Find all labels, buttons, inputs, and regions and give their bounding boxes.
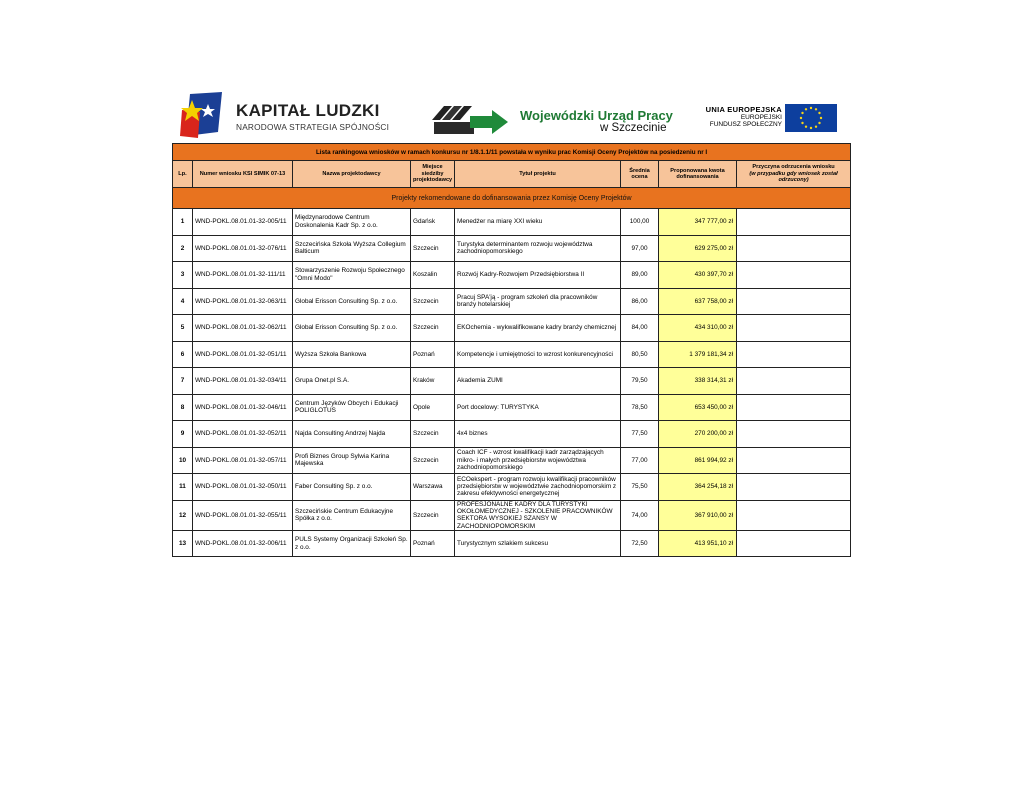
cell-amount: 434 310,00 zł xyxy=(659,315,737,342)
cell-reason xyxy=(737,530,851,557)
cell-project: PROFESJONALNE KADRY DLA TURYSTYKI OKOŁOMEDYCZNEJ - SZKOLENIE PRACOWNIKÓW SEKTORA WYSOKIEJ SZANSY W ZACHODNIOPOMORSKIM xyxy=(455,500,621,530)
column-header-seat: Miejsce siedziby projektodawcy xyxy=(411,161,455,188)
cell-number: WND-POKL.08.01.01-32-005/11 xyxy=(193,209,293,236)
cell-reason xyxy=(737,235,851,262)
cell-lp: 12 xyxy=(173,500,193,530)
cell-seat: Szczecin xyxy=(411,447,455,474)
cell-score: 100,00 xyxy=(621,209,659,236)
section-title: Projekty rekomendowane do dofinansowania przez Komisję Oceny Projektów xyxy=(173,188,851,209)
cell-applicant: Faber Consulting Sp. z o.o. xyxy=(293,474,411,501)
column-header-reason xyxy=(737,161,851,188)
cell-seat: Warszawa xyxy=(411,474,455,501)
cell-amount: 637 758,00 zł xyxy=(659,288,737,315)
cell-amount: 1 379 181,34 zł xyxy=(659,341,737,368)
cell-number: WND-POKL.08.01.01-32-057/11 xyxy=(193,447,293,474)
cell-seat: Gdańsk xyxy=(411,209,455,236)
cell-reason xyxy=(737,421,851,448)
cell-applicant: Grupa Onet.pl S.A. xyxy=(293,368,411,395)
cell-seat: Szczecin xyxy=(411,500,455,530)
cell-seat: Poznań xyxy=(411,530,455,557)
wup-subtitle: w Szczecinie xyxy=(600,122,667,134)
cell-applicant: PULS Systemy Organizacji Szkoleń Sp. z o.o. xyxy=(293,530,411,557)
table-row xyxy=(173,262,851,289)
eu-flag-icon xyxy=(785,104,837,132)
cell-score: 77,50 xyxy=(621,421,659,448)
cell-reason xyxy=(737,474,851,501)
cell-applicant: Międzynarodowe Centrum Doskonalenia Kadr Sp. z o.o. xyxy=(293,209,411,236)
cell-reason xyxy=(737,394,851,421)
cell-number: WND-POKL.08.01.01-32-050/11 xyxy=(193,474,293,501)
cell-lp: 9 xyxy=(173,421,193,448)
cell-project: ECOekspert - program rozwoju kwalifikacji pracowników przedsiębiorstw w województwie zachodniopomorskim z zakresu efektywności energetycznej xyxy=(455,474,621,501)
cell-applicant: Najda Consulting Andrzej Najda xyxy=(293,421,411,448)
cell-amount: 629 275,00 zł xyxy=(659,235,737,262)
cell-lp: 5 xyxy=(173,315,193,342)
cell-lp: 7 xyxy=(173,368,193,395)
cell-applicant: Szczecińska Szkoła Wyższa Collegium Balticum xyxy=(293,235,411,262)
cell-applicant: Profi Biznes Group Sylwia Karina Majewska xyxy=(293,447,411,474)
column-header-lp: Lp. xyxy=(173,161,193,188)
cell-project: Turystyka determinantem rozwoju województwa zachodniopomorskiego xyxy=(455,235,621,262)
cell-seat: Kraków xyxy=(411,368,455,395)
column-header-project: Tytuł projektu xyxy=(455,161,621,188)
table-row xyxy=(173,447,851,474)
table-row xyxy=(173,530,851,557)
cell-number: WND-POKL.08.01.01-32-111/11 xyxy=(193,262,293,289)
wup-logo xyxy=(430,100,673,140)
cell-project: Rozwój Kadry-Rozwojem Przedsiębiorstwa II xyxy=(455,262,621,289)
cell-score: 78,50 xyxy=(621,394,659,421)
cell-number: WND-POKL.08.01.01-32-076/11 xyxy=(193,235,293,262)
cell-lp: 3 xyxy=(173,262,193,289)
cell-reason xyxy=(737,447,851,474)
cell-reason xyxy=(737,500,851,530)
cell-project: Menedżer na miarę XXI wieku xyxy=(455,209,621,236)
cell-score: 80,50 xyxy=(621,341,659,368)
cell-applicant: Wyższa Szkoła Bankowa xyxy=(293,341,411,368)
cell-score: 79,50 xyxy=(621,368,659,395)
cell-seat: Szczecin xyxy=(411,315,455,342)
cell-reason xyxy=(737,288,851,315)
column-header-reason-line2: (w przypadku gdy wniosek został odrzucony) xyxy=(749,170,838,184)
cell-project: Turystycznym szlakiem sukcesu xyxy=(455,530,621,557)
cell-amount: 653 450,00 zł xyxy=(659,394,737,421)
table-title: Lista rankingowa wniosków w ramach konkursu nr 1/8.1.1/11 powstała w wyniku prac Komisji Oceny Projektów na posiedzeniu nr I xyxy=(173,144,851,161)
cell-lp: 4 xyxy=(173,288,193,315)
cell-applicant: Global Erisson Consulting Sp. z o.o. xyxy=(293,315,411,342)
kapital-ludzki-logo xyxy=(178,92,408,142)
column-header-number: Numer wniosku KSI SIMIK 07-13 xyxy=(193,161,293,188)
cell-reason xyxy=(737,368,851,395)
table-row xyxy=(173,500,851,530)
kapital-ludzki-subtitle: NARODOWA STRATEGIA SPÓJNOŚCI xyxy=(236,122,390,132)
cell-number: WND-POKL.08.01.01-32-006/11 xyxy=(193,530,293,557)
cell-amount: 270 200,00 zł xyxy=(659,421,737,448)
cell-reason xyxy=(737,341,851,368)
table-row xyxy=(173,209,851,236)
cell-lp: 10 xyxy=(173,447,193,474)
cell-number: WND-POKL.08.01.01-32-055/11 xyxy=(193,500,293,530)
cell-lp: 13 xyxy=(173,530,193,557)
cell-number: WND-POKL.08.01.01-32-046/11 xyxy=(193,394,293,421)
cell-seat: Szczecin xyxy=(411,288,455,315)
table-row xyxy=(173,315,851,342)
cell-applicant: Centrum Języków Obcych i Edukacji POLIGLOTUS xyxy=(293,394,411,421)
column-header-amount: Proponowana kwota dofinansowania xyxy=(659,161,737,188)
cell-lp: 11 xyxy=(173,474,193,501)
column-header-reason-line1: Przyczyna odrzucenia wniosku xyxy=(752,164,835,171)
wup-arrow-icon xyxy=(430,102,510,138)
cell-score: 74,00 xyxy=(621,500,659,530)
section-row xyxy=(173,188,851,209)
cell-score: 89,00 xyxy=(621,262,659,289)
table-header-row xyxy=(173,161,851,188)
kapital-ludzki-emblem-icon xyxy=(178,92,222,140)
cell-seat: Szczecin xyxy=(411,235,455,262)
table-row xyxy=(173,341,851,368)
cell-project: Akademia ZUMI xyxy=(455,368,621,395)
cell-project: EKOchemia - wykwalifikowane kadry branży chemicznej xyxy=(455,315,621,342)
cell-score: 75,50 xyxy=(621,474,659,501)
cell-seat: Koszalin xyxy=(411,262,455,289)
eu-title: UNIA EUROPEJSKA xyxy=(705,105,782,114)
eu-logo xyxy=(702,100,844,136)
cell-score: 77,00 xyxy=(621,447,659,474)
column-header-applicant: Nazwa projektodawcy xyxy=(293,161,411,188)
cell-lp: 8 xyxy=(173,394,193,421)
cell-score: 86,00 xyxy=(621,288,659,315)
wup-title: Wojewódzki Urząd Pracy xyxy=(520,108,673,123)
cell-applicant: Stowarzyszenie Rozwoju Społecznego "Omni Modo" xyxy=(293,262,411,289)
cell-project: Pracuj SPA'ją - program szkoleń dla pracowników branży hotelarskiej xyxy=(455,288,621,315)
cell-number: WND-POKL.08.01.01-32-062/11 xyxy=(193,315,293,342)
table-row xyxy=(173,235,851,262)
cell-score: 97,00 xyxy=(621,235,659,262)
cell-lp: 6 xyxy=(173,341,193,368)
cell-score: 84,00 xyxy=(621,315,659,342)
cell-amount: 413 951,10 zł xyxy=(659,530,737,557)
cell-number: WND-POKL.08.01.01-32-034/11 xyxy=(193,368,293,395)
cell-project: Coach ICF - wzrost kwalifikacji kadr zarządzających mikro- i małych przedsiębiorstw województwa zachodniopomorskiego xyxy=(455,447,621,474)
cell-seat: Opole xyxy=(411,394,455,421)
cell-reason xyxy=(737,262,851,289)
cell-applicant: Szczecińskie Centrum Edukacyjne Spółka z o.o. xyxy=(293,500,411,530)
cell-lp: 1 xyxy=(173,209,193,236)
cell-applicant: Global Erisson Consulting Sp. z o.o. xyxy=(293,288,411,315)
cell-seat: Poznań xyxy=(411,341,455,368)
table-row xyxy=(173,368,851,395)
table-row xyxy=(173,474,851,501)
cell-amount: 861 994,92 zł xyxy=(659,447,737,474)
cell-seat: Szczecin xyxy=(411,421,455,448)
table-row xyxy=(173,288,851,315)
kapital-ludzki-title: KAPITAŁ LUDZKI xyxy=(236,101,380,120)
cell-amount: 364 254,18 zł xyxy=(659,474,737,501)
cell-project: 4x4 biznes xyxy=(455,421,621,448)
cell-amount: 347 777,00 zł xyxy=(659,209,737,236)
table-row xyxy=(173,394,851,421)
eu-subtitle-line2: FUNDUSZ SPOŁECZNY xyxy=(709,121,782,128)
cell-project: Port docelowy: TURYSTYKA xyxy=(455,394,621,421)
table-row xyxy=(173,421,851,448)
ranking-table xyxy=(172,143,851,557)
cell-reason xyxy=(737,209,851,236)
cell-number: WND-POKL.08.01.01-32-063/11 xyxy=(193,288,293,315)
cell-lp: 2 xyxy=(173,235,193,262)
cell-amount: 430 397,70 zł xyxy=(659,262,737,289)
cell-reason xyxy=(737,315,851,342)
cell-score: 72,50 xyxy=(621,530,659,557)
cell-number: WND-POKL.08.01.01-32-051/11 xyxy=(193,341,293,368)
eu-subtitle-line1: EUROPEJSKI xyxy=(740,114,782,121)
cell-amount: 338 314,31 zł xyxy=(659,368,737,395)
column-header-score: Średnia ocena xyxy=(621,161,659,188)
table-title-row xyxy=(173,144,851,161)
cell-amount: 367 910,00 zł xyxy=(659,500,737,530)
cell-project: Kompetencje i umiejętności to wzrost konkurencyjności xyxy=(455,341,621,368)
cell-number: WND-POKL.08.01.01-32-052/11 xyxy=(193,421,293,448)
